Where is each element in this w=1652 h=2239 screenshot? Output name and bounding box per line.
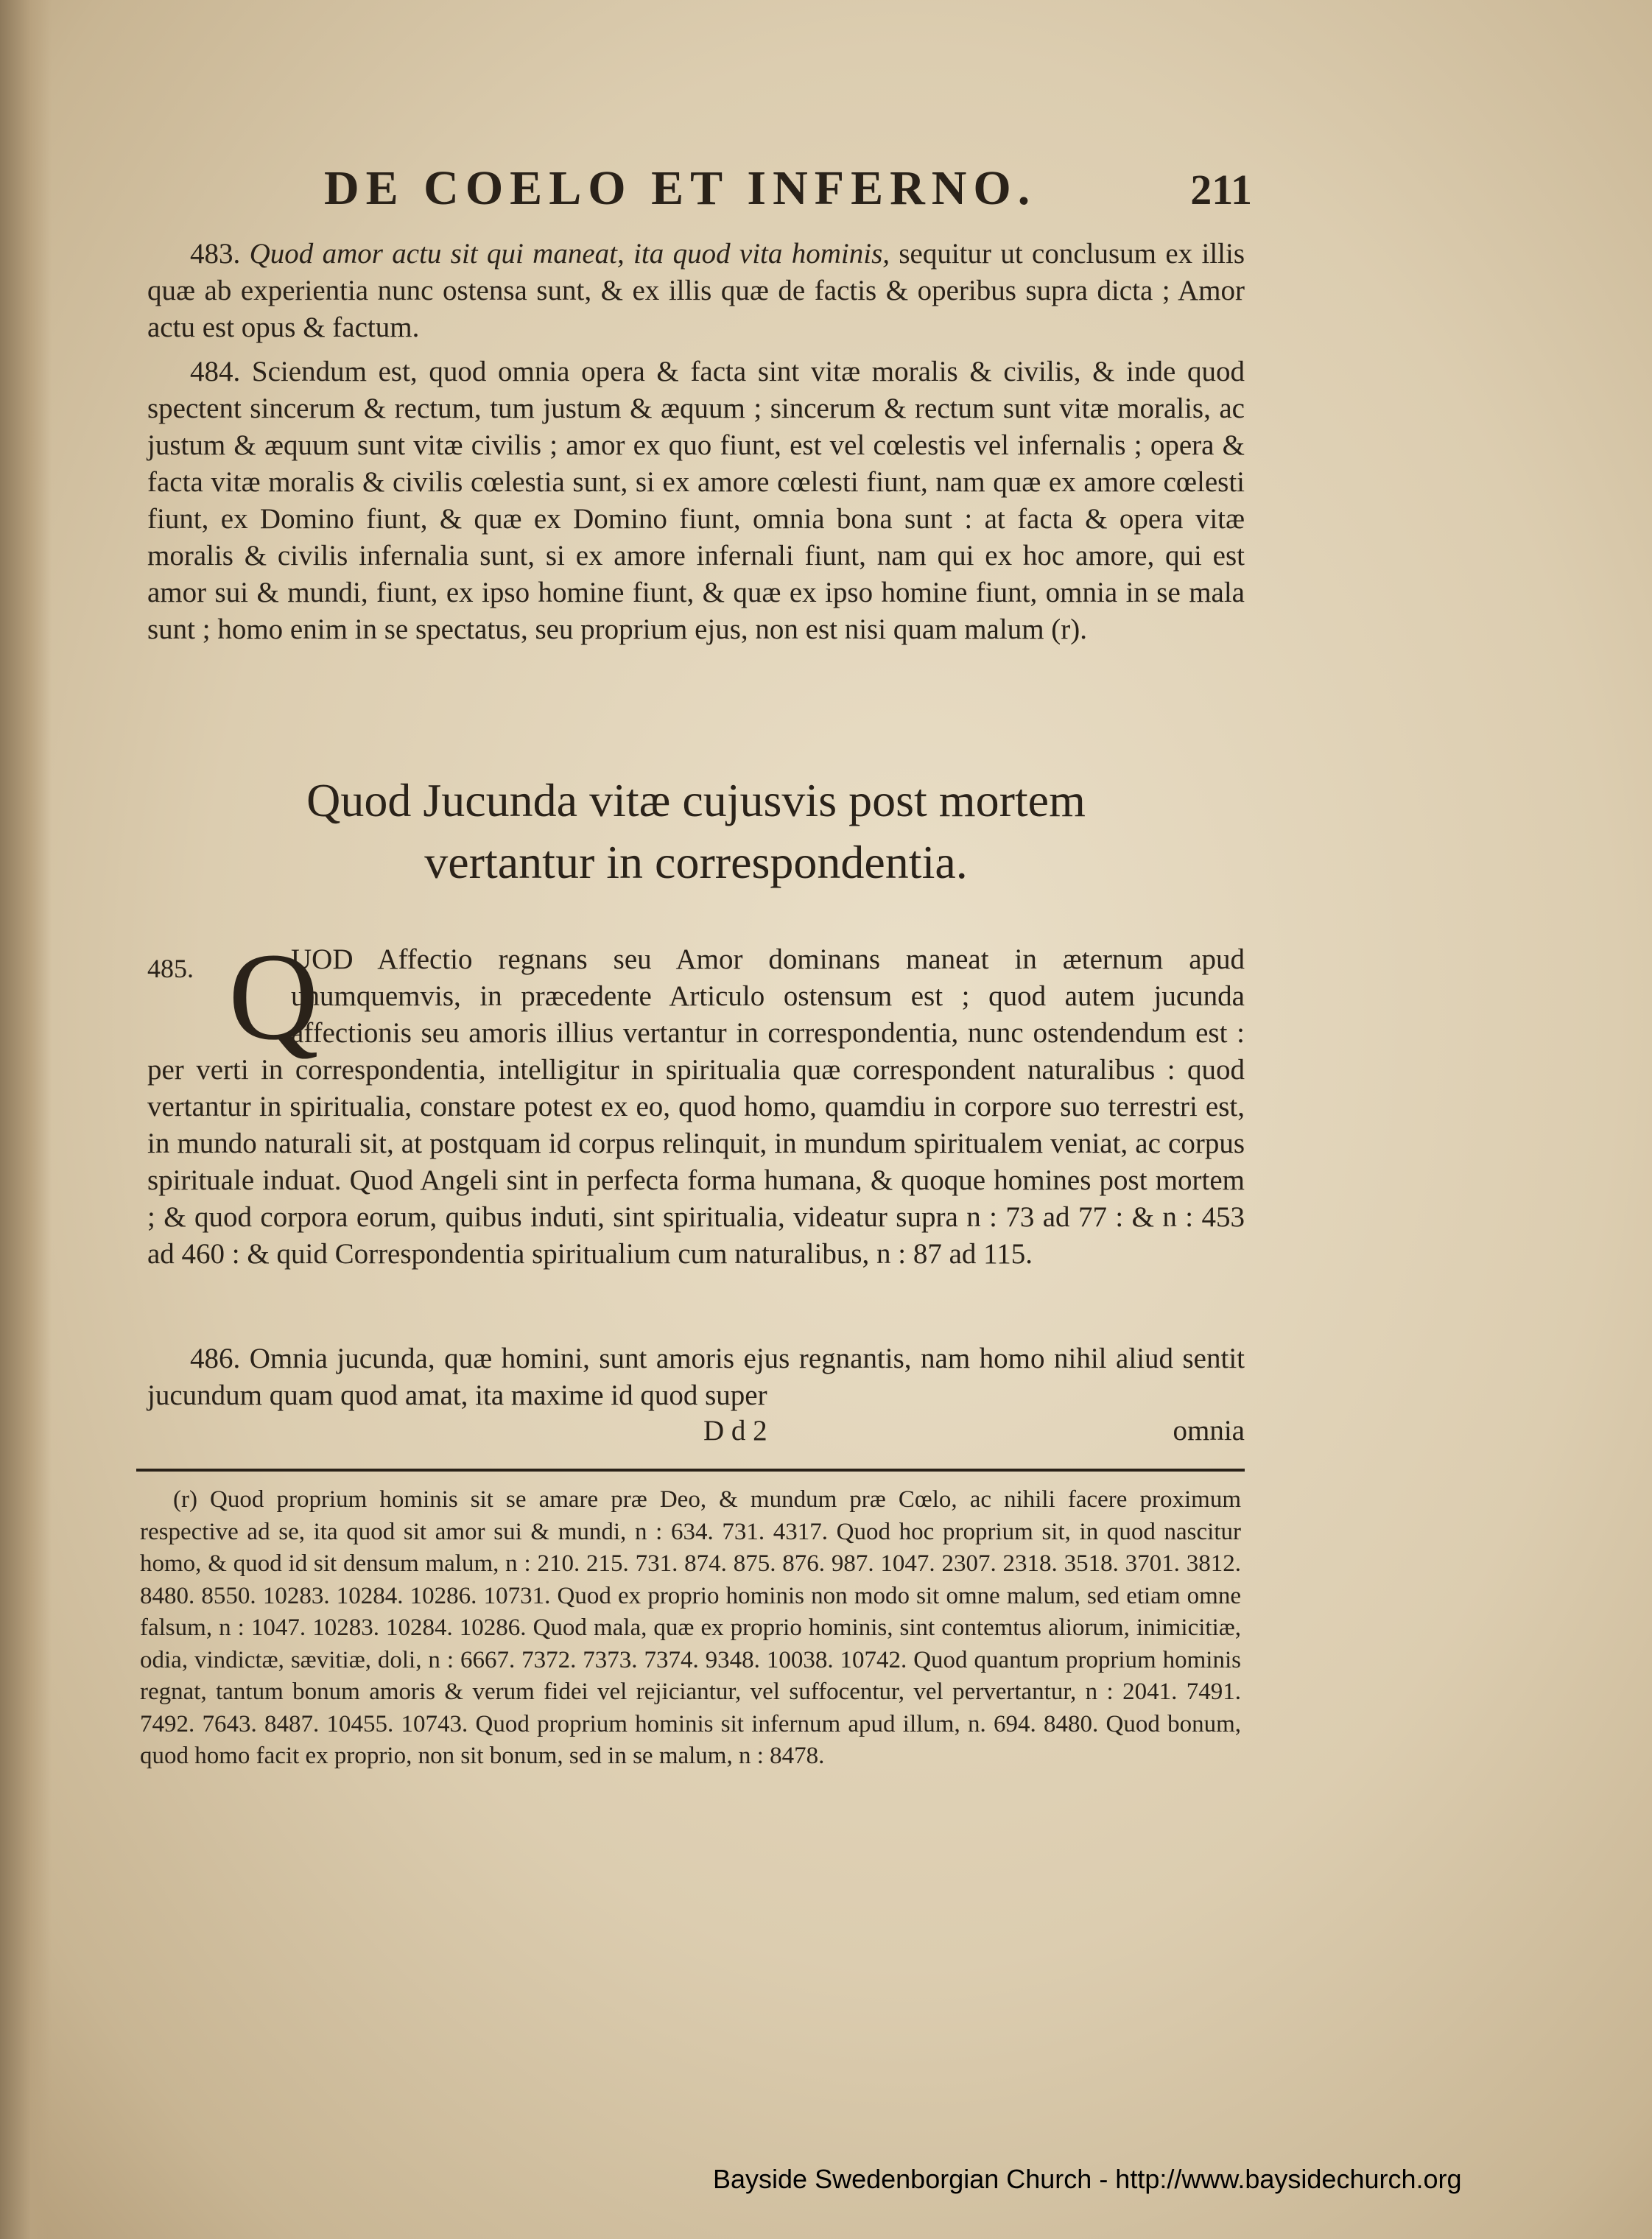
signature-line [147,1414,1245,1451]
paragraph-485-body: UOD Affectio regnans seu Amor dominans maneat in æternum apud unumquemvis, in præcedente Articulo ostensum est ; quod autem jucunda affectionis seu amoris illius vertantur in correspondentia, nunc ostendendum est : per verti in correspondentia, intelligitur in spiritualia quæ correspondent naturalibus : quod vertantur in spiritualia, constare potest ex eo, quod homo, quamdiu in corpore suo terrestri est, in mundo naturali sit, at postquam id corpus relinquit, in mundum spiritualem veniat, ac corpus spirituale induat. Quod Angeli sint in perfecta forma humana, & quoque homines post mortem ; & quod corpora eorum, quibus induti, sint spiritualia, videatur supra n : 73 ad 77 : & n : 453 ad 460 : & quid Correspondentia spiritualium cum naturalibus, n : 87 ad 115. [147,943,1245,1270]
catchword: omnia [1173,1415,1245,1447]
footnote-text: (r) Quod proprium hominis sit se amare præ Deo, & mundum præ Cœlo, ac nihili facere proximum respective ad se, ita quod sit amor sui & mundi, n : 634. 731. 4317. Quod hoc proprium sit, in quod nascitur homo, & quod id sit densum malum, n : 210. 215. 731. 874. 875. 876. 987. 1047. 2307. 2318. 3518. 3701. 3812. 8480. 8550. 10283. 10284. 10286. 10731. Quod ex proprio hominis non modo sit omne malum, sed etiam omne falsum, n : 1047. 10283. 10284. 10286. Quod mala, quæ ex proprio hominis, sint contemtus aliorum, inimicitiæ, odia, vindictæ, sævitiæ, doli, n : 6667. 7372. 7373. 7374. 9348. 10038. 10742. Quod quantum proprium hominis regnat, tantum bonum amoris & verum fidei vel rejiciantur, vel suffocentur, vel pervertantur, n : 2041. 7491. 7492. 7643. 8487. 10455. 10743. Quod proprium hominis sit infernum apud illum, n. 694. 8480. Quod bonum, quod homo facit ex proprio, non sit bonum, sed in se malum, n : 8478. [140,1486,1241,1769]
footnote-rule [136,1469,1245,1472]
page-number: 211 [1190,166,1252,214]
paragraph-485 [147,927,1245,1273]
section-heading [162,770,1230,893]
paragraph-486-text: 486. Omnia jucunda, quæ homini, sunt amoris ejus regnantis, nam homo nihil aliud sentit jucundum quam quod amat, ita maxime id quod super [147,1343,1245,1411]
paragraph-483-number: 483. [190,238,250,270]
paragraph-484 [147,354,1245,648]
section-heading-line-1: Quod Jucunda vitæ cujusvis post mortem [306,774,1086,826]
running-head-title: DE COELO ET INFERNO. [324,161,1037,215]
paragraph-483-text: sequitur ut conclusum ex illis quæ ab experientia nunc ostensa sunt, & ex illis quæ de factis & operibus supra dicta ; Amor actu est opus & factum. [147,238,1245,343]
page-gutter-shadow [0,0,52,2239]
paragraph-484-text: 484. Sciendum est, quod omnia opera & facta sint vitæ moralis & civilis, & inde quod spectent sincerum & rectum, tum justum & æquum ; sincerum & rectum sunt vitæ moralis, ac justum & æquum sunt vitæ civilis ; amor ex quo fiunt, est vel cœlestis vel infernalis ; opera & facta vitæ moralis & civilis cœlestia sunt, si ex amore cœlesti fiunt, nam quæ ex amore cœlesti fiunt, ex Domino fiunt, & quæ ex Domino fiunt, omnia bona sunt : at facta & opera vitæ moralis & civilis infernalia sunt, si ex amore infernali fiunt, nam qui ex hoc amore, qui est amor sui & mundi, fiunt, ex ipso homine fiunt, & quæ ex ipso homine fiunt, omnia in se mala sunt ; homo enim in se spectatus, seu proprium ejus, non est nisi quam malum (r). [147,356,1245,645]
drop-cap: Q [228,927,319,1066]
section-heading-line-2: vertantur in correspondentia. [424,836,968,888]
watermark-caption: Bayside Swedenborgian Church - http://www.baysidechurch.org [713,2164,1462,2194]
paragraph-485-number: 485. [147,954,194,983]
footnote [140,1484,1241,1773]
paragraph-486 [147,1340,1245,1414]
paragraph-483 [147,236,1245,346]
signature-mark: D d 2 [703,1415,767,1447]
paragraph-483-italic-heading: Quod amor actu sit qui maneat, ita quod vita hominis, [249,238,890,270]
page-header [324,161,1252,219]
